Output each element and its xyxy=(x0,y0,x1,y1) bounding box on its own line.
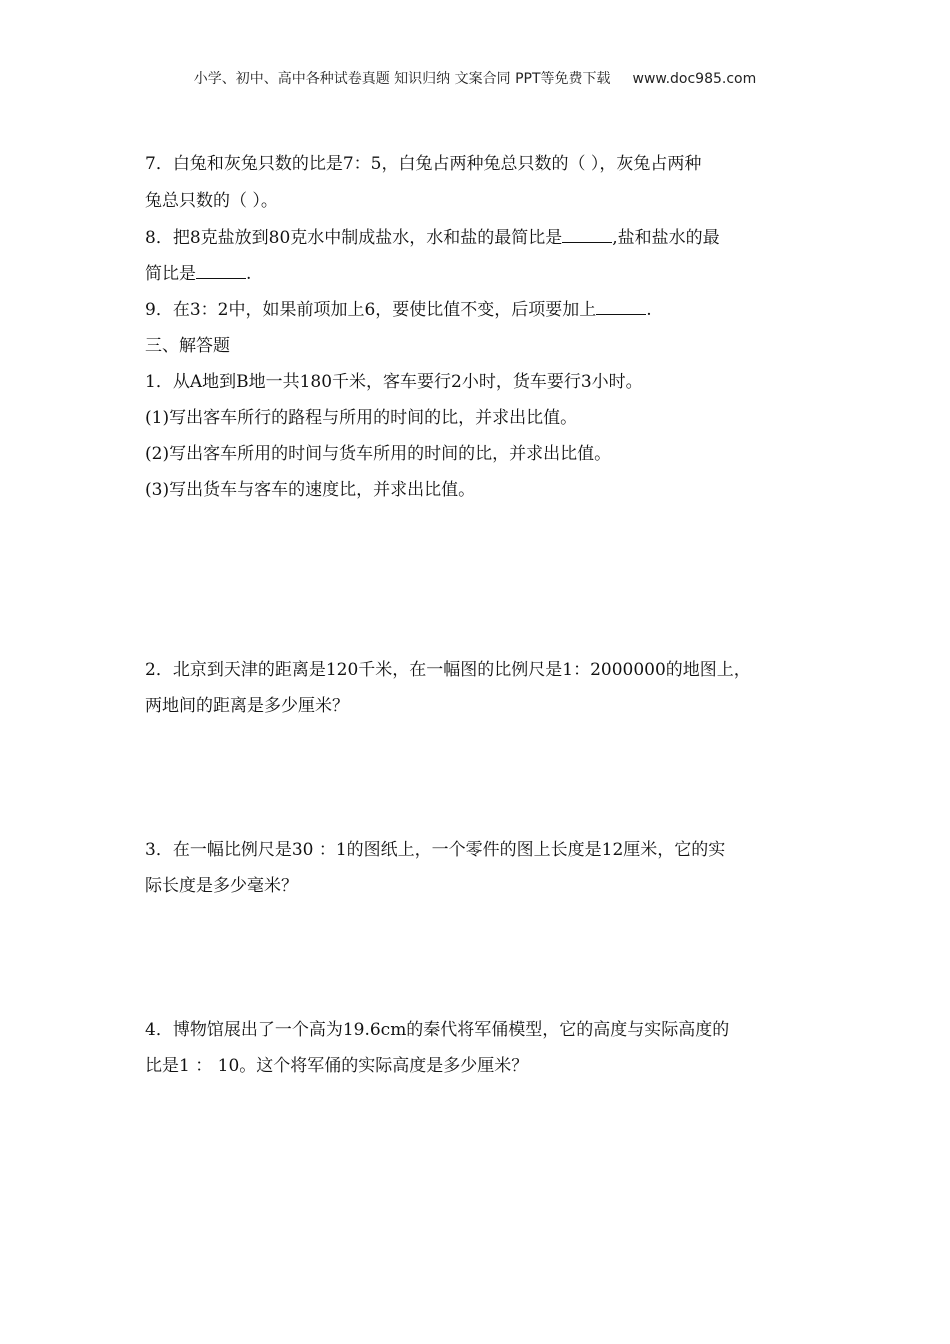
problem-1-sub-2: (2)写出客车所用的时间与货车所用的时间的比，并求出比值。 xyxy=(145,444,612,464)
problem-4-line-1: 4．博物馆展出了一个高为19.6cm的秦代将军俑模型，它的高度与实际高度的 xyxy=(145,1020,730,1040)
section-3-title: 三、解答题 xyxy=(145,336,230,356)
q8-text-c: 简比是 xyxy=(145,264,196,284)
problem-3-line-2: 际长度是多少毫米？ xyxy=(145,876,298,896)
problem-2-line-2: 两地间的距离是多少厘米？ xyxy=(145,696,349,716)
q7-line-1: 7．白兔和灰兔只数的比是7：5，白兔占两种兔总只数的（ ），灰兔占两种 xyxy=(145,154,702,174)
problem-1-stem: 1．从A地到B地一共180千米，客车要行2小时，货车要行3小时。 xyxy=(145,372,643,392)
q8-line-1 xyxy=(145,226,720,250)
problem-4-line-2: 比是1 ： 10。这个将军俑的实际高度是多少厘米？ xyxy=(145,1056,529,1076)
header-site-link[interactable]: www.doc985.com xyxy=(632,71,757,87)
q8-blank-1[interactable] xyxy=(562,226,612,243)
problem-3-line-1: 3．在一幅比例尺是30 ：1的图纸上，一个零件的图上长度是12厘米，它的实 xyxy=(145,840,726,860)
q9-blank[interactable] xyxy=(596,298,646,315)
q9-text-b: . xyxy=(646,300,652,320)
q8-line-2 xyxy=(145,262,251,286)
problem-1-sub-3: (3)写出货车与客车的速度比，并求出比值。 xyxy=(145,480,476,500)
q7-line-2: 兔总只数的（ ）。 xyxy=(145,191,278,211)
problem-1-sub-1: (1)写出客车所行的路程与所用的时间的比，并求出比值。 xyxy=(145,408,578,428)
q8-text-b: ,盐和盐水的最 xyxy=(612,228,720,248)
problem-2-line-1: 2．北京到天津的距离是120千米，在一幅图的比例尺是1：2000000的地图上， xyxy=(145,660,751,680)
q9-line xyxy=(145,298,652,322)
q8-blank-2[interactable] xyxy=(196,262,246,279)
header-text: 小学、初中、高中各种试卷真题 知识归纳 文案合同 PPT等免费下载 xyxy=(193,71,611,87)
q9-text-a: 9．在3：2中，如果前项加上6，要使比值不变，后项要加上 xyxy=(145,300,597,320)
q8-text-d: . xyxy=(246,264,252,284)
page-header xyxy=(0,68,950,88)
q8-text-a: 8．把8克盐放到80克水中制成盐水，水和盐的最简比是 xyxy=(145,228,563,248)
